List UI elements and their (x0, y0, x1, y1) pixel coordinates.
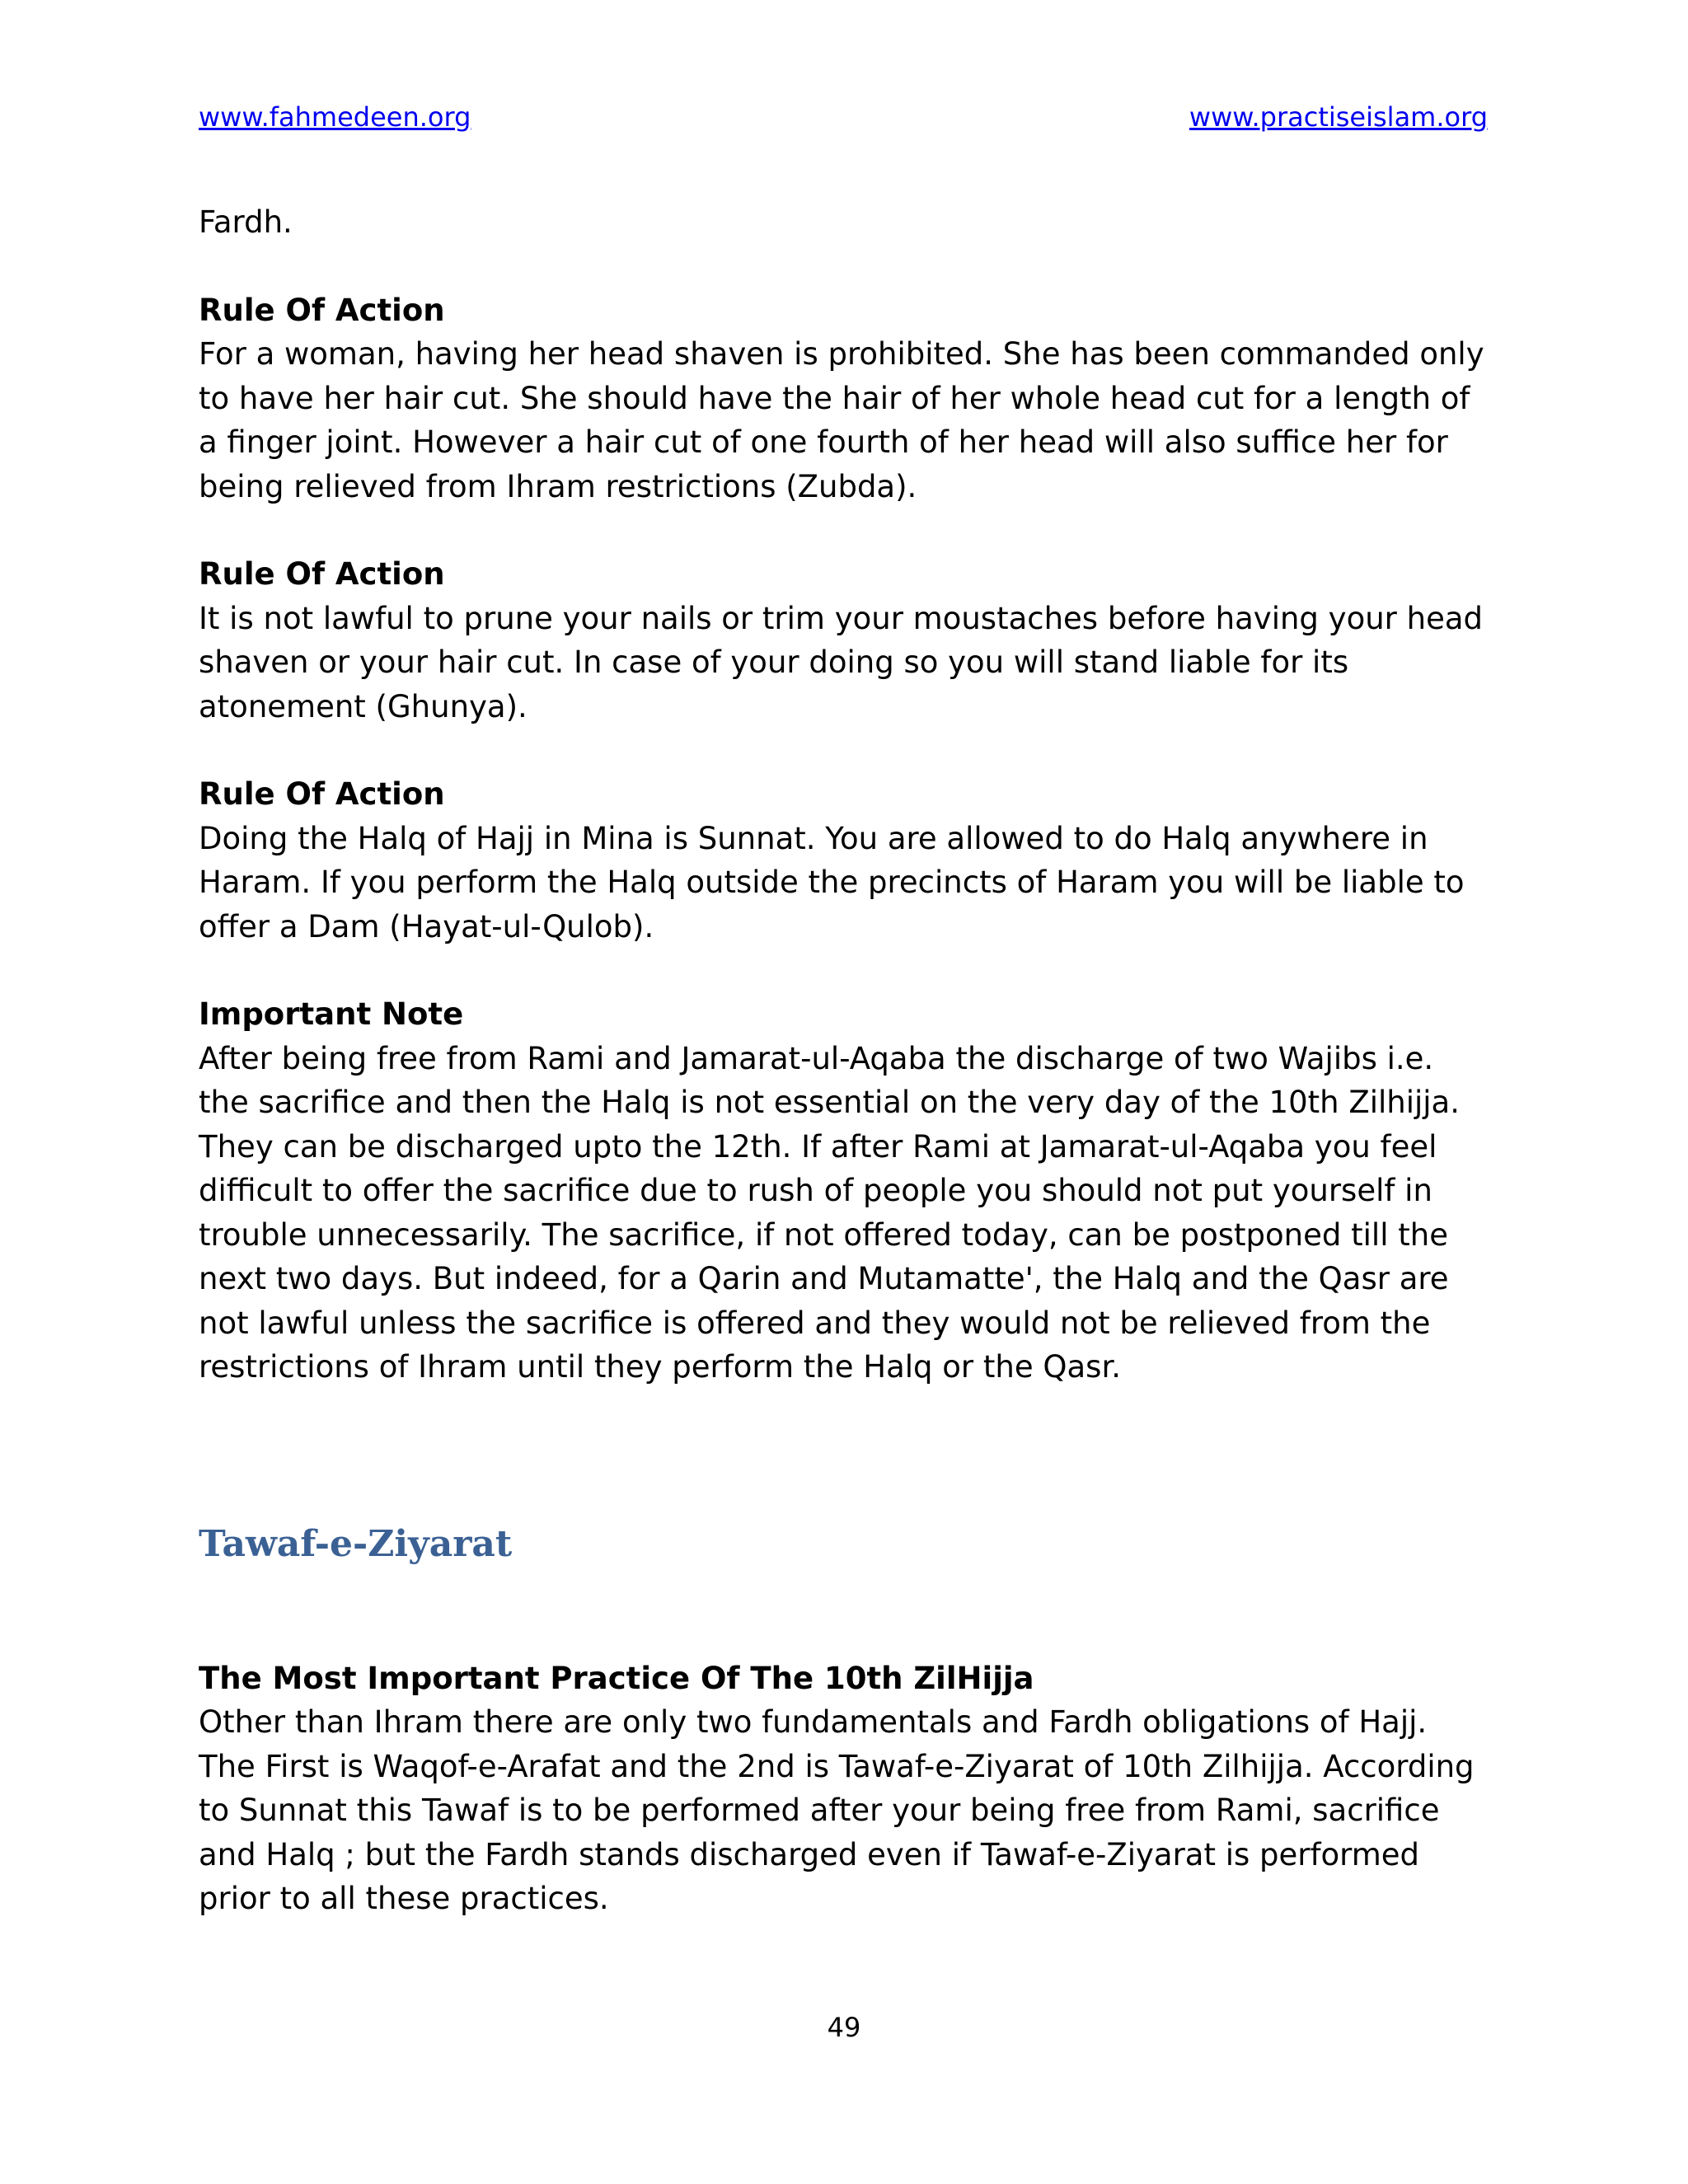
block-text: For a woman, having her head shaven is prohibited. She has been commanded only to have her hair cut. She should have the hair of her whole head cut for a length of a finger joint. However a hair cut of one fourth of her head will also suffice her for being relieved from Ihram restrictions (Zubda). (199, 336, 1484, 504)
header-link-fahmedeen[interactable]: www.fahmedeen.org (199, 101, 471, 133)
section-block (199, 1657, 1491, 1921)
intro-text: Fardh. (199, 204, 293, 240)
section-heading: The Most Important Practice Of The 10th ZilHijja (199, 1660, 1034, 1696)
section-title: Tawaf-e-Ziyarat (199, 1522, 513, 1565)
block-text: After being free from Rami and Jamarat-ul-Aqaba the discharge of two Wajibs i.e. the sacrifice and then the Halq is not essential on the very day of the 10th Zilhijja. They can be discharged upto the 12th. If after Rami at Jamarat-ul-Aqaba you feel difficult to offer the sacrifice due to rush of people you should not put yourself in trouble unnecessarily. The sacrifice, if not offered today, can be postponed till the next two days. But indeed, for a Qarin and Mutamatte', the Halq and the Qasr are not lawful unless the sacrifice is offered and they would not be relieved from the restrictions of Ihram until they perform the Halq or the Qasr. (199, 1040, 1460, 1385)
rule-block-1 (199, 288, 1491, 509)
block-text: It is not lawful to prune your nails or trim your moustaches before having your head shaven or your hair cut. In case of your doing so you will stand liable for its atonement (Ghunya). (199, 600, 1484, 724)
header-link-practiseislam[interactable]: www.practiseislam.org (1189, 101, 1488, 133)
section-text: Other than Ihram there are only two fundamentals and Fardh obligations of Hajj. The First is Waqof-e-Arafat and the 2nd is Tawaf-e-Ziyarat of 10th Zilhijja. According to Sunnat this Tawaf is to be performed after your being free from Rami, sacrifice and Halq ; but the Fardh stands discharged even if Tawaf-e-Ziyarat is performed prior to all these practices. (199, 1704, 1475, 1916)
rule-block-2 (199, 552, 1491, 729)
block-heading: Rule Of Action (199, 776, 445, 812)
page-body (199, 200, 1491, 1921)
rule-block-3 (199, 772, 1491, 949)
block-heading: Important Note (199, 996, 464, 1032)
page-number: 49 (827, 2012, 861, 2043)
important-note-block (199, 992, 1491, 1390)
block-text: Doing the Halq of Hajj in Mina is Sunnat. You are allowed to do Halq anywhere in Haram. If you perform the Halq outside the precincts of Haram you will be liable to offer a Dam (Hayat-ul-Qulob). (199, 820, 1465, 944)
block-heading: Rule Of Action (199, 556, 445, 592)
block-heading: Rule Of Action (199, 292, 445, 328)
